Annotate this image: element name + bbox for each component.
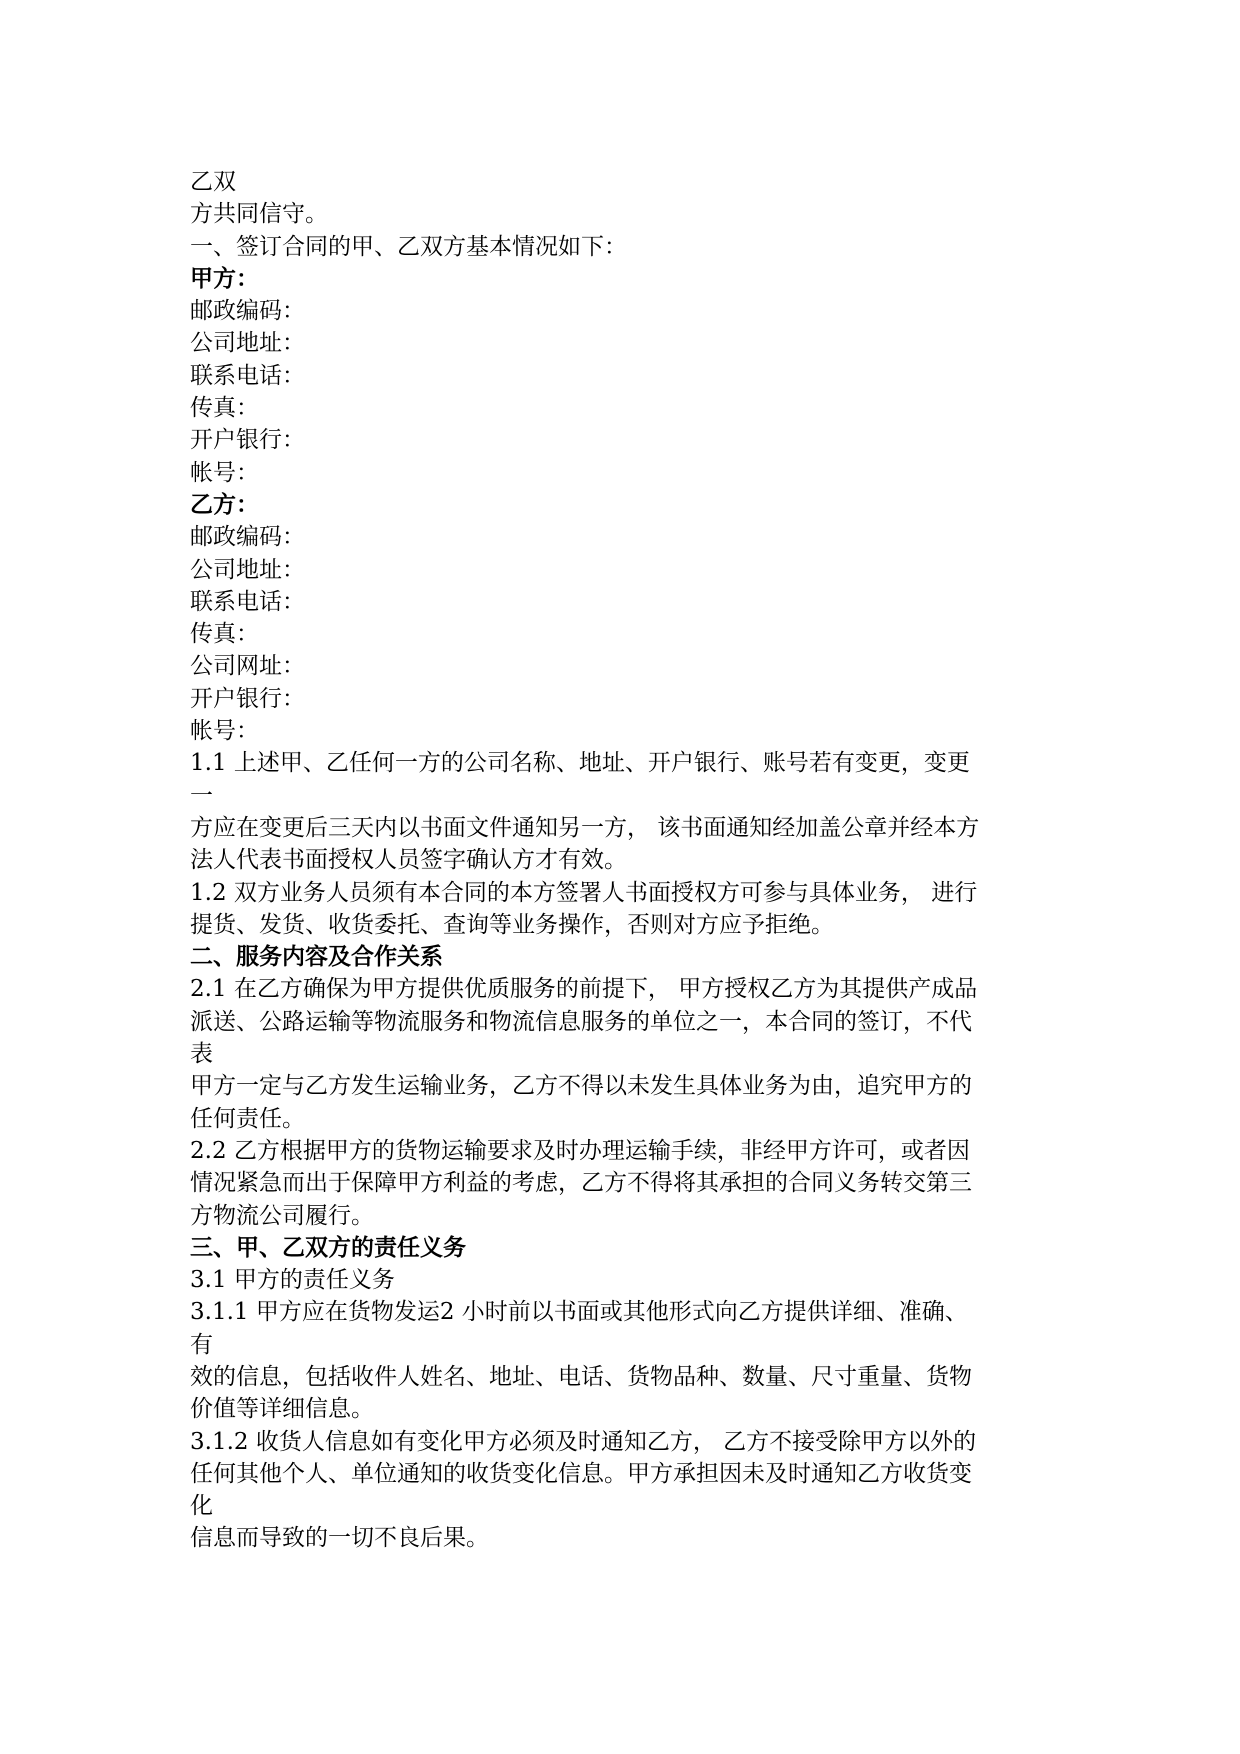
- text-line: 方应在变更后三天内以书面文件通知另一方， 该书面通知经加盖公章并经本方: [190, 814, 980, 841]
- text-line: 邮政编码：: [190, 524, 305, 551]
- document-page: [190, 166, 1070, 1555]
- text-line: 乙双: [190, 169, 236, 195]
- text-line: 效的信息，包括收件人姓名、地址、电话、货物品种、数量、尺寸重量、货物: [190, 1363, 972, 1390]
- text-line: 提货、发货、收货委托、查询等业务操作，否则对方应予拒绝。: [190, 911, 834, 938]
- text-line: 传真：: [190, 621, 259, 648]
- text-line: 公司地址：: [190, 556, 305, 583]
- text-line: 传真：: [190, 395, 259, 422]
- text-line: 帐号：: [190, 459, 259, 486]
- section-heading: 三、甲、乙双方的责任义务: [190, 1233, 466, 1261]
- text-line: 方物流公司履行。: [190, 1202, 374, 1229]
- text-line: 公司网址：: [190, 653, 305, 680]
- text-line: 表: [190, 1041, 213, 1068]
- text-line: 任何责任。: [190, 1105, 305, 1132]
- text-line: 3.1 甲方的责任义务: [190, 1267, 395, 1294]
- text-line: 一: [190, 782, 213, 809]
- text-line: 联系电话：: [190, 362, 305, 389]
- text-line: 1.1 上述甲、乙任何一方的公司名称、地址、开户银行、账号若有变更，变更: [190, 750, 970, 777]
- text-line: 化: [190, 1493, 213, 1520]
- text-line: 价值等详细信息。: [190, 1396, 374, 1423]
- section-heading: 二、服务内容及合作关系: [190, 943, 443, 971]
- text-line: 方共同信守。: [190, 201, 328, 228]
- text-line: 2.2 乙方根据甲方的货物运输要求及时办理运输手续，非经甲方许可，或者因: [190, 1137, 970, 1164]
- text-line: 联系电话：: [190, 588, 305, 615]
- text-line: 邮政编码：: [190, 298, 305, 325]
- text-line: 任何其他个人、单位通知的收货变化信息。甲方承担因未及时通知乙方收货变: [190, 1460, 972, 1487]
- text-line: 3.1.1 甲方应在货物发运2 小时前以书面或其他形式向乙方提供详细、准确、: [190, 1299, 968, 1326]
- section-heading: 甲方：: [190, 264, 259, 292]
- text-line: 公司地址：: [190, 330, 305, 357]
- text-line: 3.1.2 收货人信息如有变化甲方必须及时通知乙方， 乙方不接受除甲方以外的: [190, 1428, 977, 1455]
- text-line: 开户银行：: [190, 427, 305, 454]
- text-line: 法人代表书面授权人员签字确认方才有效。: [190, 847, 627, 874]
- text-line: 一、签订合同的甲、乙双方基本情况如下：: [190, 233, 627, 260]
- text-line: 情况紧急而出于保障甲方利益的考虑，乙方不得将其承担的合同义务转交第三: [190, 1170, 972, 1197]
- text-line: 2.1 在乙方确保为甲方提供优质服务的前提下， 甲方授权乙方为其提供产成品: [190, 976, 978, 1003]
- section-heading: 乙方：: [190, 490, 259, 518]
- text-line: 有: [190, 1331, 213, 1358]
- text-line: 帐号：: [190, 718, 259, 745]
- text-line: 派送、公路运输等物流服务和物流信息服务的单位之一，本合同的签订，不代: [190, 1008, 972, 1035]
- text-line: 信息而导致的一切不良后果。: [190, 1525, 489, 1552]
- text-line: 1.2 双方业务人员须有本合同的本方签署人书面授权方可参与具体业务， 进行: [190, 879, 978, 906]
- text-line: 开户银行：: [190, 685, 305, 712]
- text-line: 甲方一定与乙方发生运输业务，乙方不得以未发生具体业务为由，追究甲方的: [190, 1073, 972, 1100]
